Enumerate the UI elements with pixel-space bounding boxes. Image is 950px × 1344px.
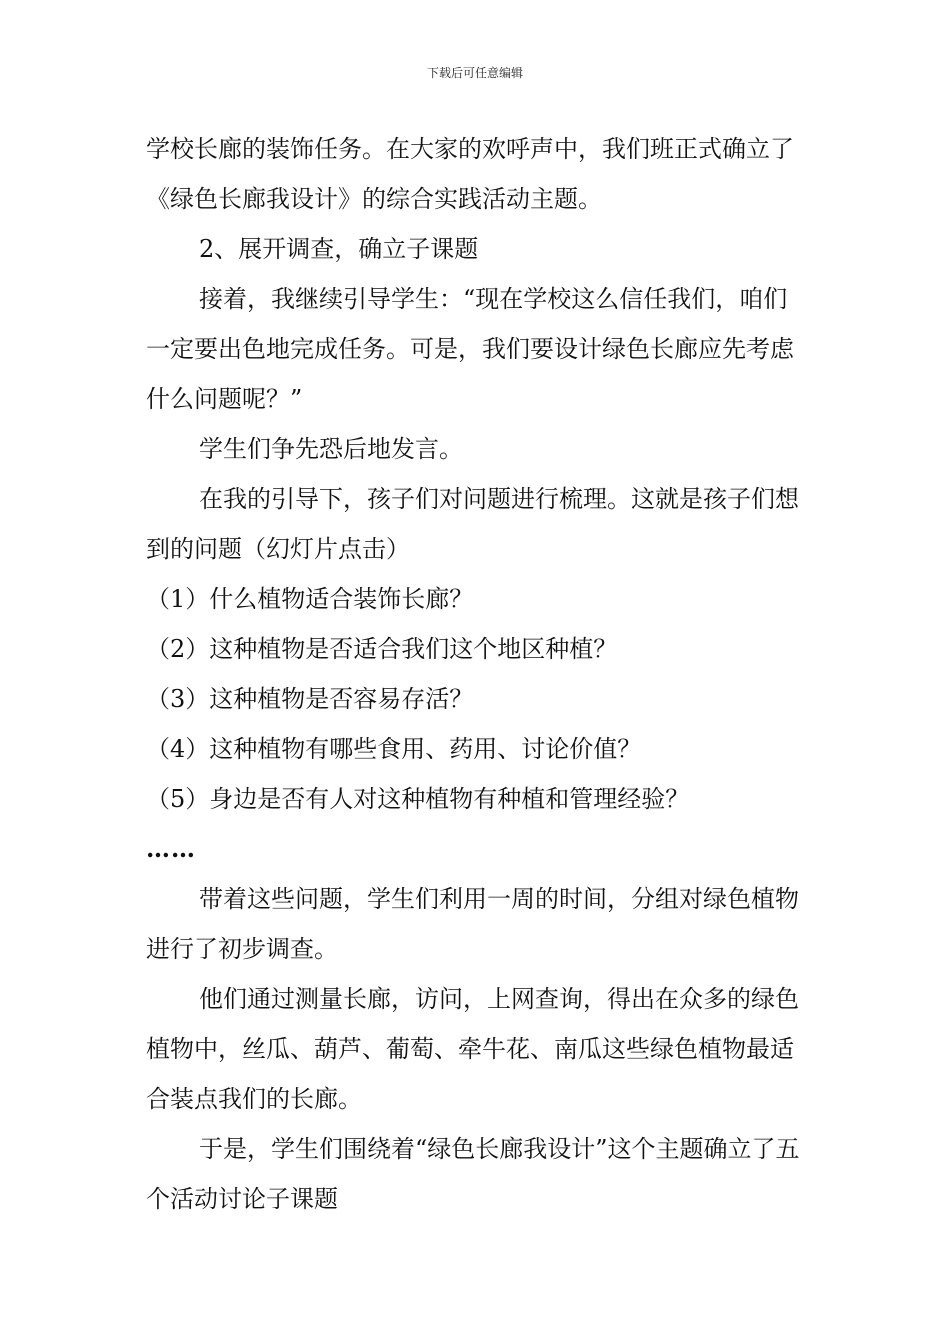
section-heading: 2、展开调查，确立子课题: [199, 235, 479, 263]
paragraph-subtopics: 于是，学生们围绕着“绿色长廊我设计”这个主题确立了五个活动讨论子课题: [146, 1135, 800, 1213]
question-item: （5）身边是否有人对这种植物有种植和管理经验？: [146, 785, 690, 813]
paragraph-survey: 带着这些问题，学生们利用一周的时间，分组对绿色植物进行了初步调查。: [146, 885, 799, 963]
question-item: （3）这种植物是否容易存活？: [146, 685, 474, 713]
page-header: 下载后可任意编辑: [426, 66, 523, 80]
paragraph-continuation: 学校长廊的装饰任务。在大家的欢呼声中，我们班正式确立了《绿色长廊我设计》的综合实践活动主题。: [146, 135, 794, 213]
paragraph-findings: 他们通过测量长廊，访问，上网查询，得出在众多的绿色植物中，丝瓜、葫芦、葡萄、牵牛花、南瓜这些绿色植物最适合装点我们的长廊。: [146, 985, 799, 1113]
question-item: （4）这种植物有哪些食用、药用、讨论价值？: [146, 735, 642, 763]
paragraph-students-speak: 学生们争先恐后地发言。: [199, 435, 463, 463]
paragraph-teacher-guidance: 接着，我继续引导学生：“现在学校这么信任我们，咱们一定要出色地完成任务。可是，我们要设计绿色长廊应先考虑什么问题呢？”: [146, 285, 794, 413]
paragraph-sorting-questions: 在我的引导下，孩子们对问题进行梳理。这就是孩子们想到的问题（幻灯片点击）: [146, 485, 799, 563]
question-item: （2）这种植物是否适合我们这个地区种植？: [146, 635, 618, 663]
document-body: [146, 124, 811, 1224]
ellipsis: ……: [146, 834, 196, 863]
question-item: （1）什么植物适合装饰长廊？: [146, 585, 474, 613]
